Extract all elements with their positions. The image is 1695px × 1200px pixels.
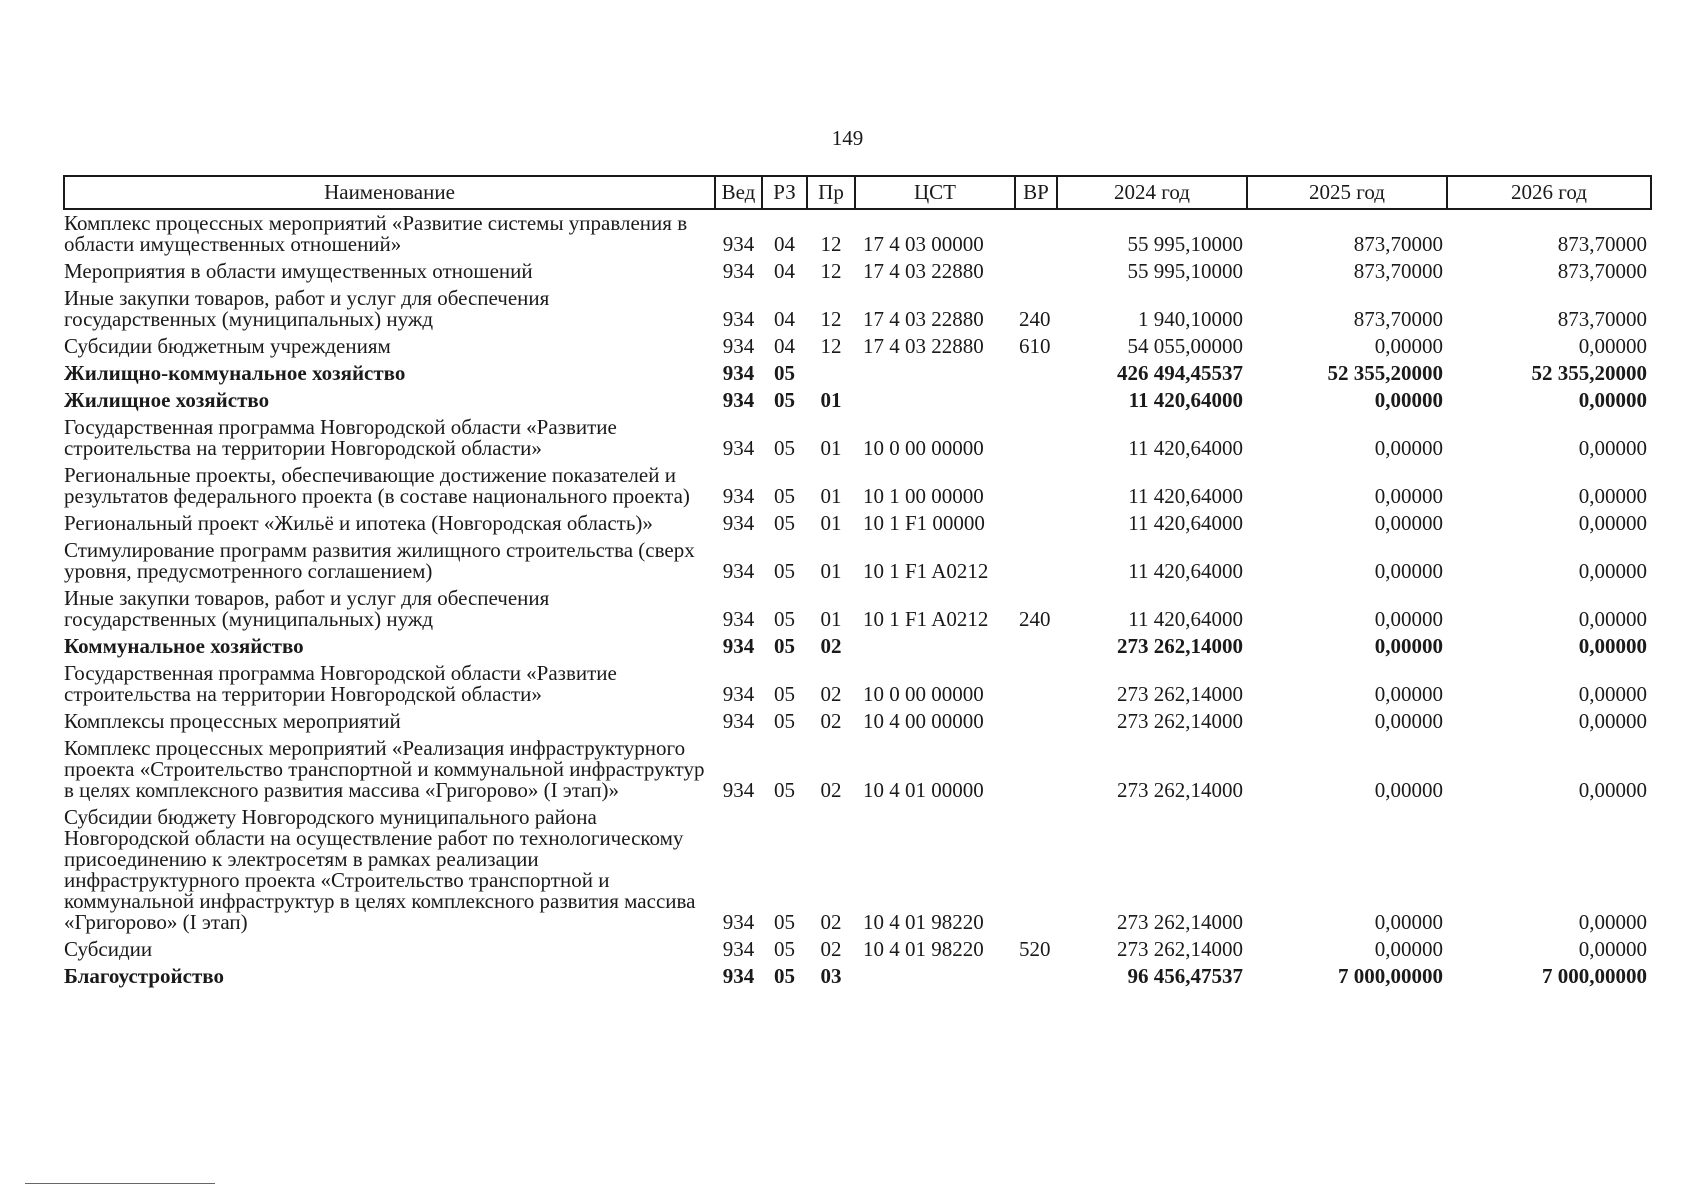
table-row (64, 735, 1651, 804)
row-name: Комплекс процессных мероприятий «Реализация инфраструктурного проекта «Строительство транспортной и коммунальной инфраструктур в целях комплексного развития массива «Григорово» (I этап)» (64, 736, 705, 802)
row-vr (1015, 387, 1057, 414)
row-name: Иные закупки товаров, работ и услуг для обеспечения государственных (муниципальных) нужд (64, 286, 550, 331)
row-cst: 17 4 03 00000 (863, 232, 984, 256)
row-vr (1015, 633, 1057, 660)
row-amount-2025: 0,00000 (1374, 937, 1443, 961)
row-pr: 01 (820, 388, 842, 412)
row-vr (1015, 209, 1057, 258)
row-name: Жилищное хозяйство (64, 388, 270, 412)
row-vr (1015, 660, 1057, 708)
row-amount-2025: 0,00000 (1374, 511, 1443, 535)
row-vr: 520 (1019, 937, 1051, 961)
row-vr (1015, 510, 1057, 537)
row-amount-2025: 7 000,00000 (1338, 964, 1443, 988)
row-amount-2026: 0,00000 (1578, 559, 1647, 583)
column-header-vr: ВР (1015, 176, 1057, 209)
row-amount-2026: 0,00000 (1578, 709, 1647, 733)
row-amount-2026: 0,00000 (1578, 484, 1647, 508)
row-cst (855, 387, 1015, 414)
row-amount-2025: 0,00000 (1374, 910, 1443, 934)
row-rz: 05 (774, 910, 795, 934)
row-cst: 10 0 00 00000 (863, 682, 984, 706)
row-rz: 05 (774, 937, 795, 961)
row-vr (1015, 708, 1057, 735)
row-amount-2026: 7 000,00000 (1542, 964, 1647, 988)
row-pr: 02 (820, 778, 842, 802)
row-amount-2026: 873,70000 (1557, 307, 1647, 331)
row-rz: 05 (774, 709, 795, 733)
row-cst: 10 0 00 00000 (863, 436, 984, 460)
row-rz: 05 (774, 436, 795, 460)
row-amount-2025: 0,00000 (1374, 559, 1443, 583)
row-rz: 04 (774, 259, 795, 283)
row-rz: 04 (774, 334, 795, 358)
row-amount-2024: 273 262,14000 (1117, 937, 1243, 961)
row-pr: 03 (820, 964, 842, 988)
footer-rule (25, 1183, 215, 1184)
row-amount-2024: 54 055,00000 (1127, 334, 1243, 358)
row-name: Региональные проекты, обеспечивающие достижение показателей и результатов федерального проекта (в составе национального проекта) (64, 463, 690, 508)
row-ved: 934 (722, 607, 755, 631)
row-amount-2024: 11 420,64000 (1128, 511, 1243, 535)
row-name: Субсидии бюджетным учреждениям (64, 334, 391, 358)
row-pr: 01 (820, 559, 842, 583)
row-ved: 934 (722, 964, 755, 988)
row-ved: 934 (722, 334, 755, 358)
row-amount-2026: 873,70000 (1557, 259, 1647, 283)
row-rz: 05 (774, 964, 795, 988)
row-amount-2025: 0,00000 (1374, 607, 1443, 631)
row-cst: 10 1 F1 00000 (863, 511, 985, 535)
table-row (64, 660, 1651, 708)
row-name: Иные закупки товаров, работ и услуг для обеспечения государственных (муниципальных) нужд (64, 586, 550, 631)
row-amount-2024: 273 262,14000 (1117, 910, 1243, 934)
table-row (64, 585, 1651, 633)
row-cst (855, 963, 1015, 990)
row-rz: 04 (774, 232, 795, 256)
row-ved: 934 (722, 232, 755, 256)
row-cst: 10 4 01 98220 (863, 910, 984, 934)
row-pr: 02 (820, 937, 842, 961)
row-cst: 17 4 03 22880 (863, 307, 984, 331)
row-ved: 934 (722, 634, 755, 658)
row-name: Мероприятия в области имущественных отношений (64, 259, 533, 283)
row-pr: 02 (820, 709, 842, 733)
row-vr (1015, 360, 1057, 387)
row-cst: 10 4 01 00000 (863, 778, 984, 802)
row-amount-2025: 0,00000 (1374, 634, 1443, 658)
row-amount-2025: 0,00000 (1374, 334, 1443, 358)
row-pr: 02 (820, 682, 842, 706)
row-amount-2024: 11 420,64000 (1128, 436, 1243, 460)
row-cst (855, 633, 1015, 660)
row-pr: 02 (820, 910, 842, 934)
row-cst: 10 1 00 00000 (863, 484, 984, 508)
row-ved: 934 (722, 436, 755, 460)
row-cst: 10 1 F1 A0212 (863, 559, 989, 583)
row-amount-2026: 0,00000 (1578, 607, 1647, 631)
row-name: Комплекс процессных мероприятий «Развитие системы управления в области имущественных отношений» (64, 211, 688, 256)
row-name: Благоустройство (64, 964, 224, 988)
row-pr: 01 (820, 436, 842, 460)
table-header-row (64, 176, 1651, 209)
table-row (64, 462, 1651, 510)
table-row (64, 537, 1651, 585)
table-row (64, 804, 1651, 936)
row-name: Стимулирование программ развития жилищного строительства (сверх уровня, предусмотренного соглашением) (64, 538, 695, 583)
row-amount-2026: 0,00000 (1578, 436, 1647, 460)
column-header-cst: ЦСТ (855, 176, 1015, 209)
row-ved: 934 (722, 307, 755, 331)
row-rz: 05 (774, 361, 795, 385)
table-body (64, 209, 1651, 990)
row-ved: 934 (722, 361, 755, 385)
table-row (64, 414, 1651, 462)
row-pr: 12 (820, 334, 842, 358)
row-vr: 240 (1019, 307, 1051, 331)
row-name: Государственная программа Новгородской области «Развитие строительства на территории Новгородской области» (64, 415, 617, 460)
row-rz: 05 (774, 778, 795, 802)
row-amount-2026: 0,00000 (1578, 511, 1647, 535)
row-amount-2025: 0,00000 (1374, 484, 1443, 508)
row-cst: 10 4 00 00000 (863, 709, 984, 733)
row-amount-2024: 11 420,64000 (1128, 607, 1243, 631)
row-amount-2026: 0,00000 (1578, 937, 1647, 961)
row-amount-2025: 873,70000 (1353, 307, 1443, 331)
budget-table (63, 175, 1652, 990)
row-amount-2024: 273 262,14000 (1117, 778, 1243, 802)
row-amount-2024: 11 420,64000 (1128, 559, 1243, 583)
column-header-2024: 2024 год (1057, 176, 1247, 209)
row-amount-2024: 11 420,64000 (1128, 484, 1243, 508)
table-row (64, 387, 1651, 414)
row-ved: 934 (722, 910, 755, 934)
row-pr (807, 360, 855, 387)
row-pr: 01 (820, 511, 842, 535)
column-header-rz: РЗ (762, 176, 807, 209)
row-pr: 01 (820, 484, 842, 508)
row-amount-2026: 0,00000 (1578, 778, 1647, 802)
row-vr (1015, 258, 1057, 285)
table-row (64, 633, 1651, 660)
row-name: Коммунальное хозяйство (64, 634, 304, 658)
row-name: Государственная программа Новгородской области «Развитие строительства на территории Новгородской области» (64, 661, 617, 706)
row-amount-2024: 273 262,14000 (1117, 682, 1243, 706)
row-cst: 17 4 03 22880 (863, 259, 984, 283)
row-rz: 05 (774, 634, 795, 658)
row-vr (1015, 414, 1057, 462)
row-rz: 05 (774, 559, 795, 583)
row-rz: 04 (774, 307, 795, 331)
row-cst (855, 360, 1015, 387)
row-amount-2024: 55 995,10000 (1127, 232, 1243, 256)
row-ved: 934 (722, 709, 755, 733)
row-ved: 934 (722, 937, 755, 961)
row-amount-2026: 0,00000 (1578, 682, 1647, 706)
table-row (64, 258, 1651, 285)
row-cst: 10 1 F1 A0212 (863, 607, 989, 631)
page-number: 149 (831, 126, 864, 150)
row-vr (1015, 537, 1057, 585)
row-vr (1015, 462, 1057, 510)
row-ved: 934 (722, 511, 755, 535)
row-amount-2025: 52 355,20000 (1327, 361, 1443, 385)
row-amount-2024: 273 262,14000 (1117, 709, 1243, 733)
row-ved: 934 (722, 559, 755, 583)
row-amount-2025: 0,00000 (1374, 682, 1443, 706)
row-name: Жилищно-коммунальное хозяйство (64, 361, 406, 385)
row-amount-2024: 1 940,10000 (1138, 307, 1243, 331)
row-rz: 05 (774, 607, 795, 631)
row-amount-2025: 873,70000 (1353, 259, 1443, 283)
table-row (64, 510, 1651, 537)
row-amount-2024: 96 456,47537 (1127, 964, 1243, 988)
row-vr: 610 (1019, 334, 1051, 358)
row-rz: 05 (774, 388, 795, 412)
row-pr: 12 (820, 259, 842, 283)
row-rz: 05 (774, 511, 795, 535)
row-ved: 934 (722, 484, 755, 508)
column-header-ved: Вед (715, 176, 762, 209)
table-row (64, 936, 1651, 963)
row-amount-2026: 0,00000 (1578, 388, 1647, 412)
row-amount-2024: 273 262,14000 (1117, 634, 1243, 658)
row-amount-2026: 0,00000 (1578, 334, 1647, 358)
row-vr: 240 (1019, 607, 1051, 631)
row-amount-2025: 0,00000 (1374, 436, 1443, 460)
row-ved: 934 (722, 259, 755, 283)
row-amount-2026: 52 355,20000 (1531, 361, 1647, 385)
table-row (64, 708, 1651, 735)
row-ved: 934 (722, 778, 755, 802)
row-amount-2026: 0,00000 (1578, 910, 1647, 934)
row-amount-2025: 0,00000 (1374, 388, 1443, 412)
column-header-name: Наименование (64, 176, 715, 209)
row-pr: 12 (820, 232, 842, 256)
row-amount-2025: 873,70000 (1353, 232, 1443, 256)
table-row (64, 963, 1651, 990)
row-amount-2026: 873,70000 (1557, 232, 1647, 256)
row-vr (1015, 963, 1057, 990)
row-name: Субсидии бюджету Новгородского муниципального района Новгородской области на осуществление работ по технологическому присоединению к электросетям в рамках реализации инфраструктурного проекта «Строительство транспортной и коммунальной инфраструктур в целях комплексного развития массива «Григорово» (I этап) (64, 805, 696, 934)
row-rz: 05 (774, 484, 795, 508)
table-row (64, 360, 1651, 387)
row-amount-2025: 0,00000 (1374, 778, 1443, 802)
column-header-2025: 2025 год (1247, 176, 1447, 209)
row-cst: 10 4 01 98220 (863, 937, 984, 961)
row-name: Комплексы процессных мероприятий (64, 709, 401, 733)
row-name: Региональный проект «Жильё и ипотека (Новгородская область)» (64, 511, 653, 535)
row-amount-2024: 55 995,10000 (1127, 259, 1243, 283)
column-header-2026: 2026 год (1447, 176, 1651, 209)
row-ved: 934 (722, 682, 755, 706)
row-rz: 05 (774, 682, 795, 706)
row-amount-2025: 0,00000 (1374, 709, 1443, 733)
row-amount-2024: 11 420,64000 (1128, 388, 1243, 412)
table-row (64, 285, 1651, 333)
row-amount-2024: 426 494,45537 (1117, 361, 1243, 385)
column-header-pr: Пр (807, 176, 855, 209)
row-name: Субсидии (64, 937, 153, 961)
row-pr: 12 (820, 307, 842, 331)
table-row (64, 333, 1651, 360)
row-amount-2026: 0,00000 (1578, 634, 1647, 658)
row-cst: 17 4 03 22880 (863, 334, 984, 358)
table-row (64, 209, 1651, 258)
row-pr: 02 (820, 634, 842, 658)
row-vr (1015, 735, 1057, 804)
row-pr: 01 (820, 607, 842, 631)
row-ved: 934 (722, 388, 755, 412)
row-vr (1015, 804, 1057, 936)
